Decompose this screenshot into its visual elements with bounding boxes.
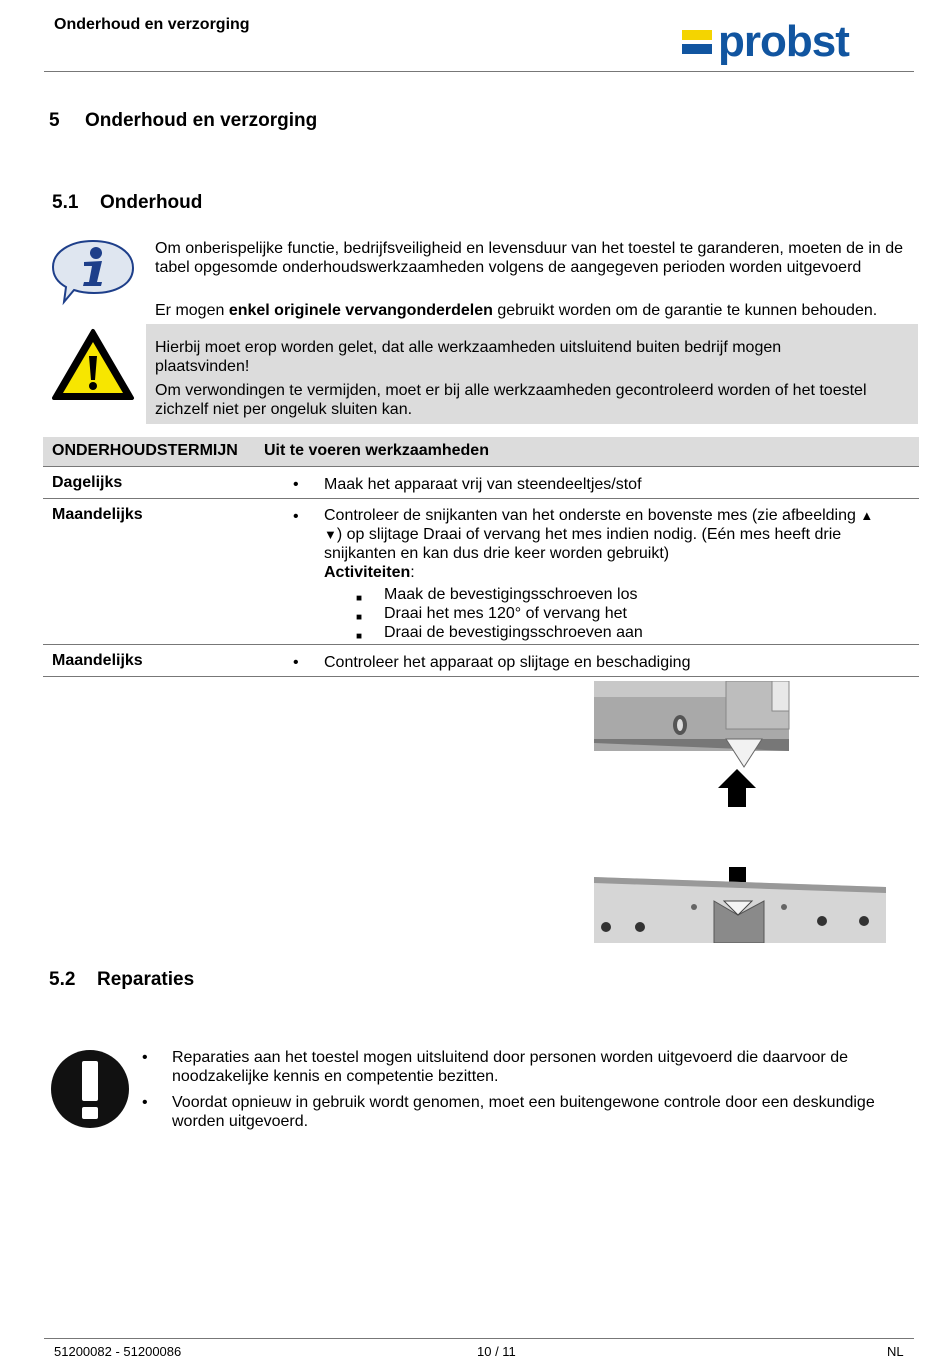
upper-blade-tip	[726, 739, 762, 767]
bullet-dot: •	[142, 1049, 148, 1066]
upper-screw-slot	[677, 719, 683, 731]
logo-wordmark: probst	[718, 20, 849, 66]
section-number: 5.2	[49, 969, 76, 990]
repair-item: Voordat opnieuw in gebruik wordt genomen, moet een buitengewone controle door een deskundige worden uitgevoerd.	[172, 1094, 875, 1130]
square-bullet: ■	[356, 593, 363, 604]
parts-note-pre: Er mogen	[155, 302, 229, 319]
exclamation-icon	[50, 1049, 130, 1129]
table-hole	[635, 922, 645, 932]
bullet-dot: •	[293, 654, 299, 671]
arrow-up-icon	[718, 769, 756, 807]
parts-note-bold: enkel originele vervangonderdelen	[228, 302, 493, 319]
row-work-block	[324, 506, 924, 582]
square-bullet: ■	[356, 631, 363, 642]
column-header-work: Uit te voeren werkzaamheden	[264, 442, 489, 459]
logo-yellow-bar	[682, 30, 712, 40]
section-5-2-heading	[49, 969, 194, 991]
activity-item: Draai het mes 120° of vervang het	[384, 605, 627, 622]
probst-logo	[680, 20, 908, 68]
section-title: Reparaties	[97, 969, 195, 990]
section-number: 5.1	[52, 192, 79, 213]
logo-blue-bar	[682, 44, 712, 54]
upper-bracket	[772, 681, 789, 711]
footer-page-number: 10 / 11	[477, 1344, 516, 1359]
footer-divider	[44, 1338, 914, 1339]
table-header	[43, 437, 919, 467]
warning-text-1: Hierbij moet erop worden gelet, dat alle werkzaamheden uitsluitend buiten bedrijf mogen plaatsvinden!	[155, 339, 782, 375]
work-line	[324, 525, 924, 544]
table-row	[43, 467, 919, 499]
table-hole	[601, 922, 611, 932]
section-title: Onderhoud	[100, 192, 203, 213]
original-parts-note	[155, 301, 915, 320]
bullet-dot: •	[293, 476, 299, 493]
row-term: Maandelijks	[52, 652, 143, 669]
section-number: 5	[49, 110, 60, 131]
warning-text-2: Om verwondingen te vermijden, moet er bij alle werkzaamheden gecontroleerd worden of het toestel zichzelf niet per ongeluk sluiten kan.	[155, 382, 867, 418]
table-hole	[691, 904, 697, 910]
section-title: Onderhoud en verzorging	[85, 110, 318, 131]
activities-label: Activiteiten	[324, 564, 411, 581]
blade-illustration	[594, 681, 886, 943]
work-line-3: snijkanten en kan dus drie keer worden gebruikt)	[324, 545, 670, 562]
row-term: Dagelijks	[52, 474, 123, 491]
row-work: Maak het apparaat vrij van steendeeltjes/stof	[324, 476, 642, 493]
section-5-1-heading	[52, 192, 202, 214]
square-bullet: ■	[356, 612, 363, 623]
header-title: Onderhoud en verzorging	[54, 16, 250, 33]
row-work: Controleer het apparaat op slijtage en beschadiging	[324, 654, 691, 671]
table-hole	[817, 916, 827, 926]
work-line-2: ) op slijtage Draai of vervang het mes indien nodig. (Eén mes heeft drie	[336, 526, 842, 543]
row-term: Maandelijks	[52, 506, 143, 523]
activities-heading: Activiteiten:	[324, 564, 415, 581]
activity-item: Maak de bevestigingsschroeven los	[384, 586, 638, 603]
header-divider	[44, 71, 914, 72]
table-hole	[859, 916, 869, 926]
table-hole	[781, 904, 787, 910]
arrow-down-icon: ▼	[324, 527, 337, 542]
info-text: Om onberispelijke functie, bedrijfsveiligheid en levensduur van het toestel te garanderen, moeten de in de tabel opgesomde onderhoudswerkzaamheden volgens de aangegeven perioden worden uitgevoerd	[155, 240, 904, 276]
table-row	[43, 499, 919, 645]
activity-item: Draai de bevestigingsschroeven aan	[384, 624, 643, 641]
work-line-1: Controleer de snijkanten van het onderste en bovenste mes (zie afbeelding	[324, 507, 856, 524]
column-header-term: ONDERHOUDSTERMIJN	[52, 442, 238, 459]
section-5-heading	[49, 110, 317, 132]
footer-language: NL	[887, 1344, 904, 1359]
info-icon	[50, 238, 136, 306]
bullet-dot: •	[142, 1094, 148, 1111]
parts-note-post: gebruikt worden om de garantie te kunnen behouden.	[492, 302, 878, 319]
work-line	[324, 506, 924, 525]
maintenance-table	[43, 437, 919, 677]
warning-icon	[51, 328, 135, 402]
bullet-dot: •	[293, 508, 299, 525]
repair-item: Reparaties aan het toestel mogen uitsluitend door personen worden uitgevoerd die daarvoor de noodzakelijke kennis en competentie bezitten.	[172, 1049, 848, 1085]
footer-doc-number: 51200082 - 51200086	[54, 1344, 182, 1359]
table-row	[43, 645, 919, 677]
arrow-up-icon: ▲	[860, 508, 874, 523]
